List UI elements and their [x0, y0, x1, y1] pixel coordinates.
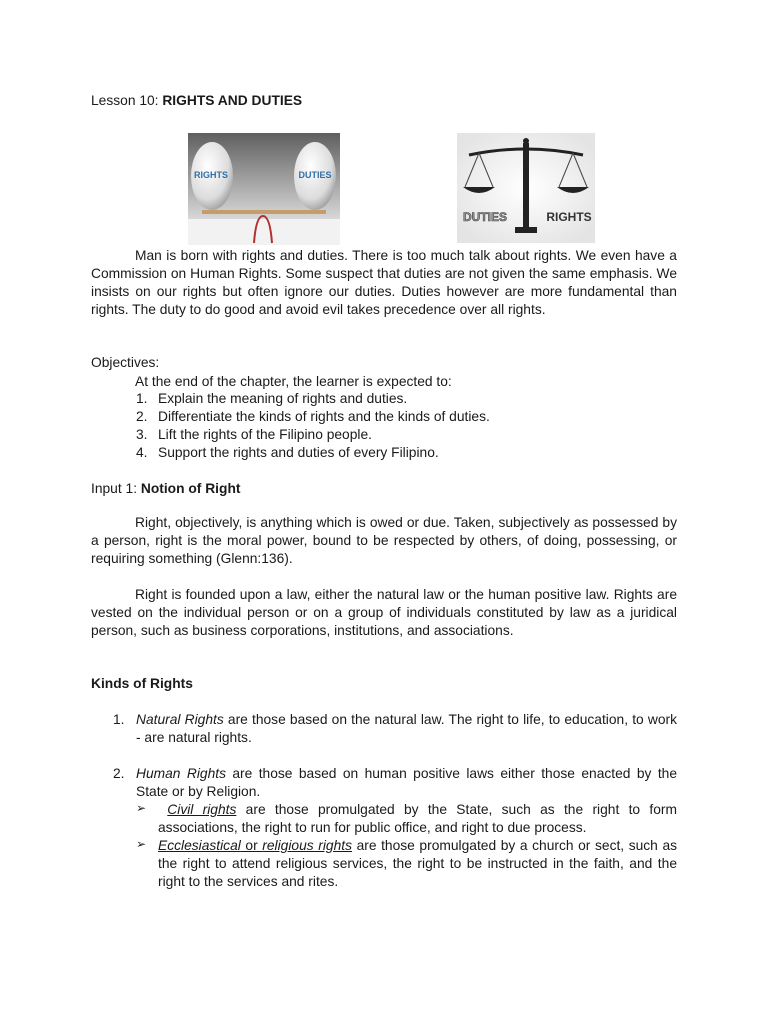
objective-number: 1. — [136, 391, 148, 406]
objective-text: Support the rights and duties of every Filipino. — [158, 445, 439, 460]
civil-rights-term: Civil rights — [167, 802, 237, 817]
kinds-item-body — [136, 765, 677, 801]
rights-ball-label: RIGHTS — [193, 170, 229, 180]
religious-rights-term: religious rights — [262, 838, 352, 853]
intro-paragraph: Man is born with rights and duties. There is too much talk about rights. We even have a Commission on Human Rights. Some suspect that duties are not given the same emphasis. We insists on our rights but often ignore our duties. Duties however are more fundamental than rights. The duty to do good and avoid evil takes precedence over all rights. — [91, 248, 677, 317]
ecclesiastical-connector: or — [240, 838, 263, 853]
lesson-title: RIGHTS AND DUTIES — [162, 93, 303, 108]
kinds-heading: Kinds of Rights — [91, 676, 193, 691]
kinds-item-natural — [91, 711, 677, 751]
religious-rights-item — [158, 837, 677, 891]
input1-prefix: Input 1: — [91, 481, 141, 496]
scale-duties-label: DUTIES — [462, 210, 508, 224]
rights-duties-balance-illustration — [188, 133, 340, 245]
input1-heading — [91, 480, 240, 498]
human-rights-term: Human Rights — [136, 766, 226, 781]
objective-number: 4. — [136, 445, 148, 460]
objectives-lead: At the end of the chapter, the learner is expected to: — [135, 374, 452, 389]
natural-rights-text: are those based on the natural law. The right to life, to education, to work - are natural rights. — [136, 712, 678, 745]
kinds-item-human — [91, 765, 677, 895]
input1-paragraph-1: Right, objectively, is anything which is owed or due. Taken, subjectively as possessed by a person, right is the moral power, bound to be respected by others, of doing, possessing, or requiring something (Glenn:136). — [91, 515, 677, 566]
objective-text: Lift the rights of the Filipino people. — [158, 427, 372, 442]
ecclesiastical-term: Ecclesiastical — [158, 838, 241, 853]
civil-rights-item — [158, 801, 677, 837]
objective-number: 2. — [136, 409, 148, 424]
kinds-item-number: 1. — [113, 712, 125, 727]
lesson-prefix: Lesson 10: — [91, 93, 163, 108]
seesaw-plank — [202, 210, 326, 214]
input1-paragraph-2: Right is founded upon a law, either the natural law or the human positive law. Rights are vested on the individual person or on a group of individuals constituted by law as a juridical person, such as business corporations, institutions, and associations. — [91, 587, 677, 638]
human-rights-text: are those based on human positive laws either those enacted by the State or by Religion. — [136, 766, 677, 799]
objectives-heading: Objectives: — [91, 355, 160, 370]
kinds-item-number: 2. — [113, 766, 125, 781]
arrow-bullet-icon: ➢ — [136, 837, 147, 851]
input1-title: Notion of Right — [140, 481, 241, 496]
religious-rights-text: are those promulgated by a church or sect, such as the right to attend religious services, the right to be instructed in the faith, and the right to the services and rites. — [158, 838, 678, 889]
civil-rights-text: are those promulgated by the State, such as the right to form associations, the right to run for public office, and right to due process. — [158, 802, 677, 835]
natural-rights-term: Natural Rights — [136, 712, 224, 727]
objective-text: Explain the meaning of rights and duties. — [158, 391, 408, 406]
objective-text: Differentiate the kinds of rights and the kinds of duties. — [158, 409, 490, 424]
kinds-item-body — [136, 711, 677, 747]
lesson-heading — [91, 93, 302, 108]
duties-ball-label: DUTIES — [298, 170, 332, 180]
justice-scale-illustration — [457, 133, 595, 243]
objective-number: 3. — [136, 427, 148, 442]
scale-rights-label: RIGHTS — [546, 210, 592, 224]
arrow-bullet-icon: ➢ — [136, 801, 147, 815]
